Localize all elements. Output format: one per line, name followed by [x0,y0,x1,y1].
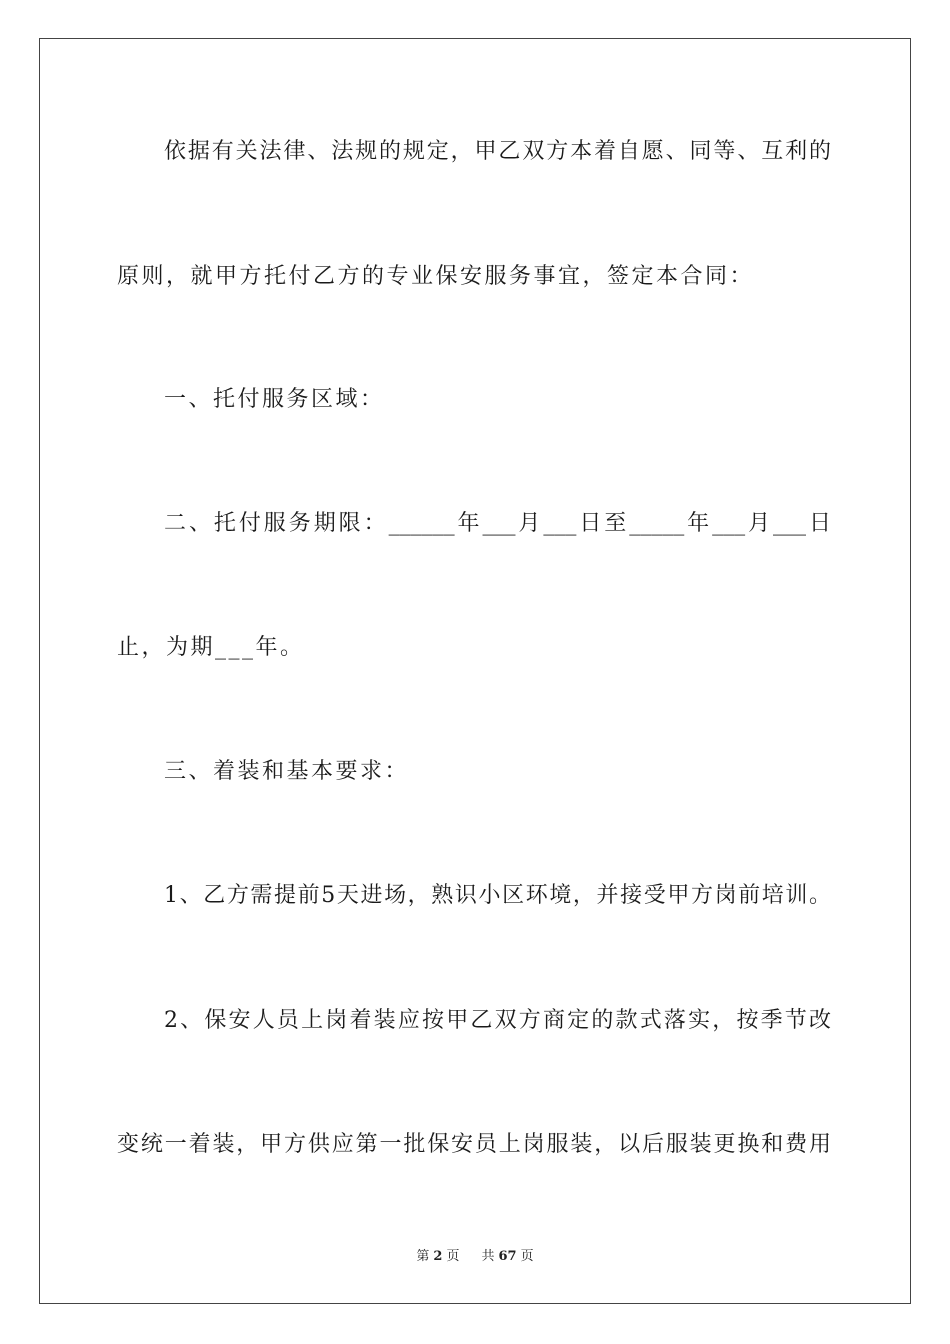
footer-page-current: 2 [433,1249,443,1264]
section-heading-dress-requirements: 三、着装和基本要求： [164,759,410,784]
service-term-continuation: 止，为期___年。 [117,635,305,660]
footer-page-suffix: 页 [446,1249,460,1264]
paragraph-intro-line-1: 依据有关法律、法规的规定，甲乙双方本着自愿、同等、互利的 [164,139,831,164]
section-heading-service-term: 二、托付服务期限：______年___月___日至_____年___月___日 [164,511,831,536]
footer-page-prefix: 第 [416,1249,430,1264]
section-heading-service-area: 一、托付服务区域： [164,387,385,412]
footer-page-total: 67 [498,1249,517,1264]
paragraph-intro-line-2: 原则，就甲方托付乙方的专业保安服务事宜，签定本合同： [117,264,755,289]
requirement-item-2-line-1: 2、保安人员上岗着装应按甲乙双方商定的款式落实，按季节改 [164,1008,831,1033]
requirement-item-2-line-2: 变统一着装，甲方供应第一批保安员上岗服装，以后服装更换和费用 [117,1132,831,1157]
footer-total-prefix: 共 [481,1249,495,1264]
page-frame [39,38,911,1304]
page-footer [0,1245,950,1264]
footer-total-suffix: 页 [520,1249,534,1264]
requirement-item-1: 1、乙方需提前5天进场，熟识小区环境，并接受甲方岗前培训。 [164,883,831,908]
